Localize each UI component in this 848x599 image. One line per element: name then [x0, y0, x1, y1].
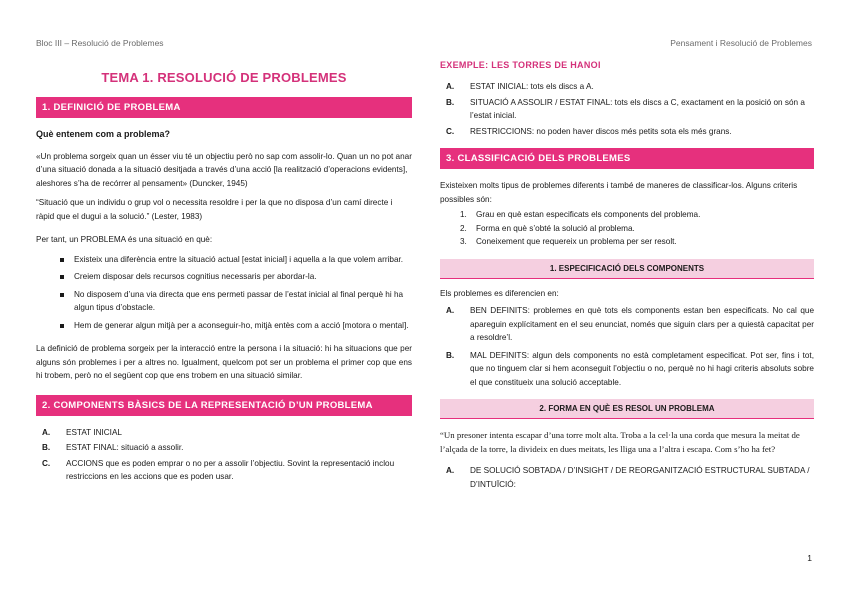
example-title: EXEMPLE: LES TORRES DE HANOI: [440, 60, 601, 70]
list-item: B. MAL DEFINITS: algun dels components no està completament especificat. Pot ser, fins i tot, que no tinguem clar si hem aconseguit l’objectiu o no, perquè no hi hagi criteris absoluts sobre el que constitueix una solució acceptable.: [446, 350, 814, 387]
list-item: 1. Grau en què estan especificats els components del problema.: [460, 210, 701, 219]
list-item: Hem de generar algun mitjà per a aconseguir-ho, mitjà entès com a acció [motora o mental].: [60, 319, 412, 333]
list-item: B. SITUACIÓ A ASSOLIR / ESTAT FINAL: tots els discs a C, exactament en la posició on són a l’estat inicial.: [446, 97, 805, 120]
list-item: Existeix una diferència entre la situació actual [estat inicial] i aquella a la que volem arribar.: [60, 253, 412, 267]
list-item: 2. Forma en què s’obté la solució al problema.: [460, 223, 635, 233]
right-column: [440, 56, 814, 493]
forma-list: [440, 464, 814, 491]
list-item: 3. Coneixement que requereix un problema per ser resolt.: [460, 237, 677, 246]
components-list: [36, 426, 412, 484]
presoner-quote: “Un presoner intenta escapar d’una torre molt alta. Troba a la cel·la una corda que mesura la meitat de l’alçada de la torre, la divideix en dues meitats, les lliga una a l’altra i escapa. Com s’ho ha fet?: [440, 430, 800, 454]
bullet-icon: [60, 293, 64, 297]
list-item: B. ESTAT FINAL: situació a assolir.: [42, 443, 184, 452]
definition-closing-paragraph: La definició de problema sorgeix per la interacció entre la persona i la situació: hi ha situacions que per alguns són problemes i per a altres no. Igualment, quelcom pot ser un problema el primer cop que ens hi trobem, però no el següent cop que ens trobem en una situació similar.: [36, 344, 412, 380]
list-item: Creiem disposar dels recursos cognitius necessaris per abordar-la.: [60, 270, 412, 284]
quote-lester: “Situació que un individu o grup vol o necessita resoldre i per la que no disposa d’un camí directe i ràpid que el dugui a la solució.” (Lester, 1983): [36, 198, 393, 221]
subsection-heading-especificacio: 1. ESPECIFICACIÓ DELS COMPONENTS: [440, 259, 814, 279]
section-heading-components: 2. COMPONENTS BÀSICS DE LA REPRESENTACIÓ D’UN PROBLEMA: [36, 395, 412, 416]
example-list: [440, 80, 814, 138]
especificacio-list: [440, 304, 814, 389]
section-heading-classificacio: 3. CLASSIFICACIÓ DELS PROBLEMES: [440, 148, 814, 169]
definition-lead: Per tant, un PROBLEMA és una situació en què:: [36, 235, 213, 244]
document-title: TEMA 1. RESOLUCIÓ DE PROBLEMES: [101, 70, 347, 85]
list-item: C. ACCIONS que es poden emprar o no per a assolir l’objectiu. Sovint la representació inclou restriccions en les accions que es poden usar.: [42, 458, 395, 481]
running-header-left: Bloc III – Resolució de Problemes: [36, 38, 164, 48]
bullet-icon: [60, 324, 64, 328]
list-item: C. RESTRICCIONS: no poden haver discos més petits sota els més grans.: [446, 126, 732, 136]
criteria-list: [440, 208, 814, 249]
list-item: A. ESTAT INICIAL: tots els discs a A.: [446, 82, 594, 91]
list-item: A. BEN DEFINITS: problemes en què tots els components estan ben especificats. No cal que apareguin explícitament en el seu enunciat, només que siguin clars per a quiestà capacitat per a resoldre’l.: [446, 306, 814, 342]
classification-intro: Existeixen molts tipus de problemes diferents i també de maneres de classificar-los. Alguns criteris possibles són:: [440, 181, 798, 204]
page-number: 1: [807, 553, 812, 563]
list-item: No disposem d’una via directa que ens permeti passar de l’estat inicial al final perquè hi ha algun tipus d’obstacle.: [60, 288, 412, 315]
bullet-icon: [60, 275, 64, 279]
bullet-icon: [60, 258, 64, 262]
especificacio-intro: Els problemes es diferencien en:: [440, 288, 559, 298]
definition-bullet-list: [36, 253, 412, 333]
section-heading-definicio: 1. DEFINICIÓ DE PROBLEMA: [36, 97, 412, 118]
list-item: A. ESTAT INICIAL: [42, 427, 122, 437]
list-item: A. DE SOLUCIÓ SOBTADA / D’INSIGHT / DE REORGANITZACIÓ ESTRUCTURAL SUBTADA / D’INTUÏCIÓ:: [446, 466, 810, 489]
running-header-right: Pensament i Resolució de Problemes: [670, 38, 812, 48]
left-column: [36, 56, 412, 486]
section-question: Què entenem com a problema?: [36, 129, 171, 139]
subsection-heading-forma: 2. FORMA EN QUÈ ES RESOL UN PROBLEMA: [440, 399, 814, 419]
quote-duncker: «Un problema sorgeix quan un ésser viu té un objectiu però no sap com assolir-lo. Quan un no pot anar d’una situació donada a la situació desitjada a través d’una acció [la realització d’operacions evidents], aleshores s’ha de recórrer al pensament» (Duncker, 1945): [36, 151, 412, 188]
